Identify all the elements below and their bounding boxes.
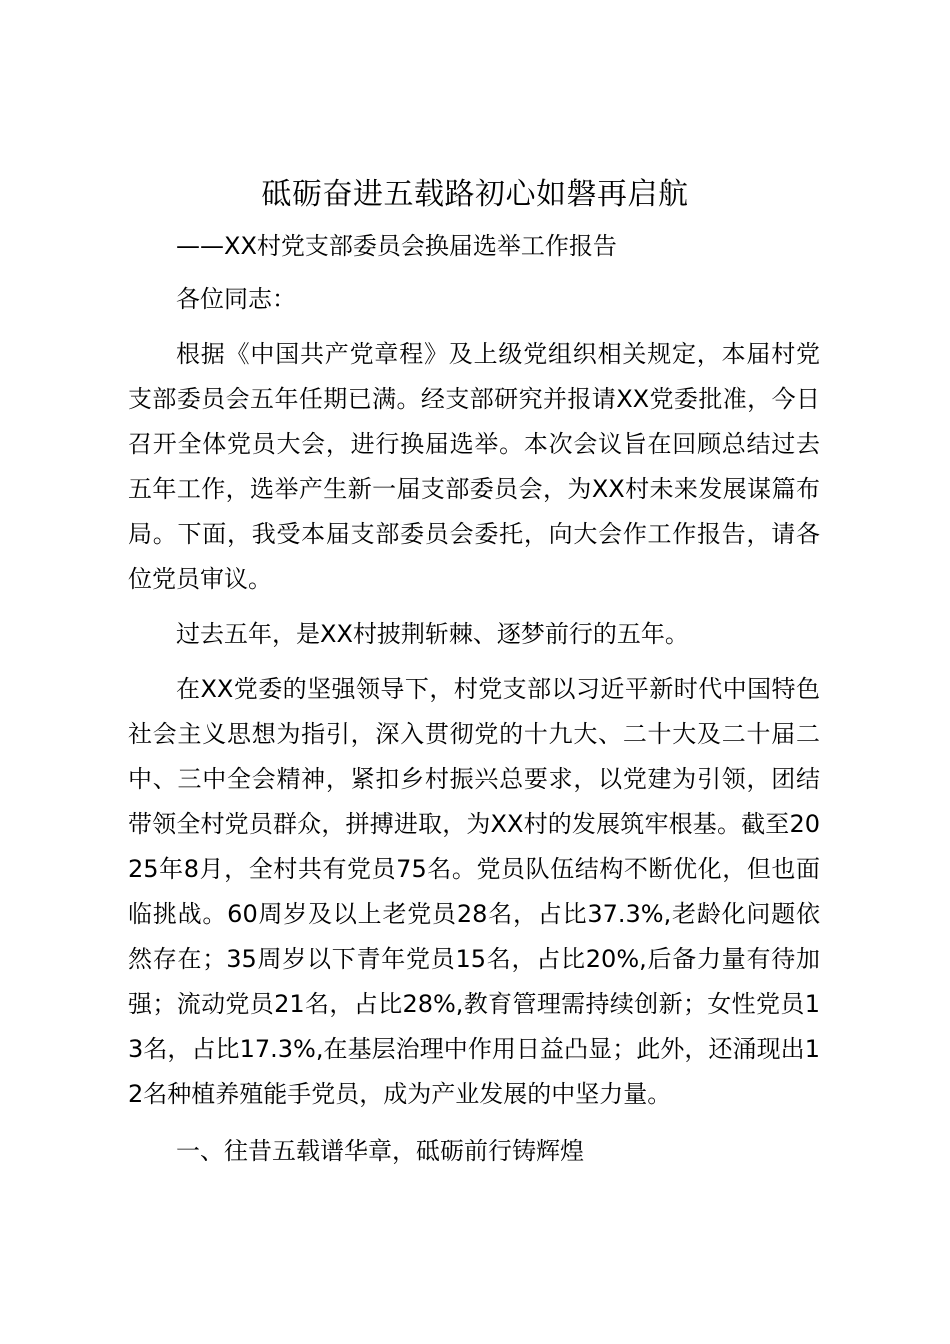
paragraph-intro: 根据《中国共产党章程》及上级党组织相关规定，本届村党支部委员会五年任期已满。经支部研究并报请XX党委批准，今日召开全体党员大会，进行换届选举。本次会议旨在回顾总结过去五年工作，选举产生新一届支部委员会，为XX村未来发展谋篇布局。下面，我受本届支部委员会委托，向大会作工作报告，请各位党员审议。 [128,340,820,593]
salutation: 各位同志： [176,285,296,313]
document-body [128,224,820,1174]
paragraph-party-members: 在XX党委的坚强领导下，村党支部以习近平新时代中国特色社会主义思想为指引，深入贯彻党的十九大、二十大及二十届二中、三中全会精神，紧扣乡村振兴总要求，以党建为引领，团结带领全村党员群众，拼搏进取，为XX村的发展筑牢根基。截至2025年8月，全村共有党员75名。党员队伍结构不断优化，但也面临挑战。60周岁及以上老党员28名，占比37.3%,老龄化问题依然存在；35周岁以下青年党员15名，占比20%,后备力量有待加强；流动党员21名，占比28%,教育管理需持续创新；女性党员13名，占比17.3%,在基层治理中作用日益凸显；此外，还涌现出12名种植养殖能手党员，成为产业发展的中坚力量。 [128,675,820,1108]
section-heading: 一、往昔五载谱华章，砥砺前行铸辉煌 [176,1137,584,1165]
document-title: 砥砺奋进五载路初心如磐再启航 [261,177,689,212]
document-subtitle: ——XX村党支部委员会换届选举工作报告 [176,232,617,260]
paragraph-five-years: 过去五年，是XX村披荆斩棘、逐梦前行的五年。 [176,620,689,648]
